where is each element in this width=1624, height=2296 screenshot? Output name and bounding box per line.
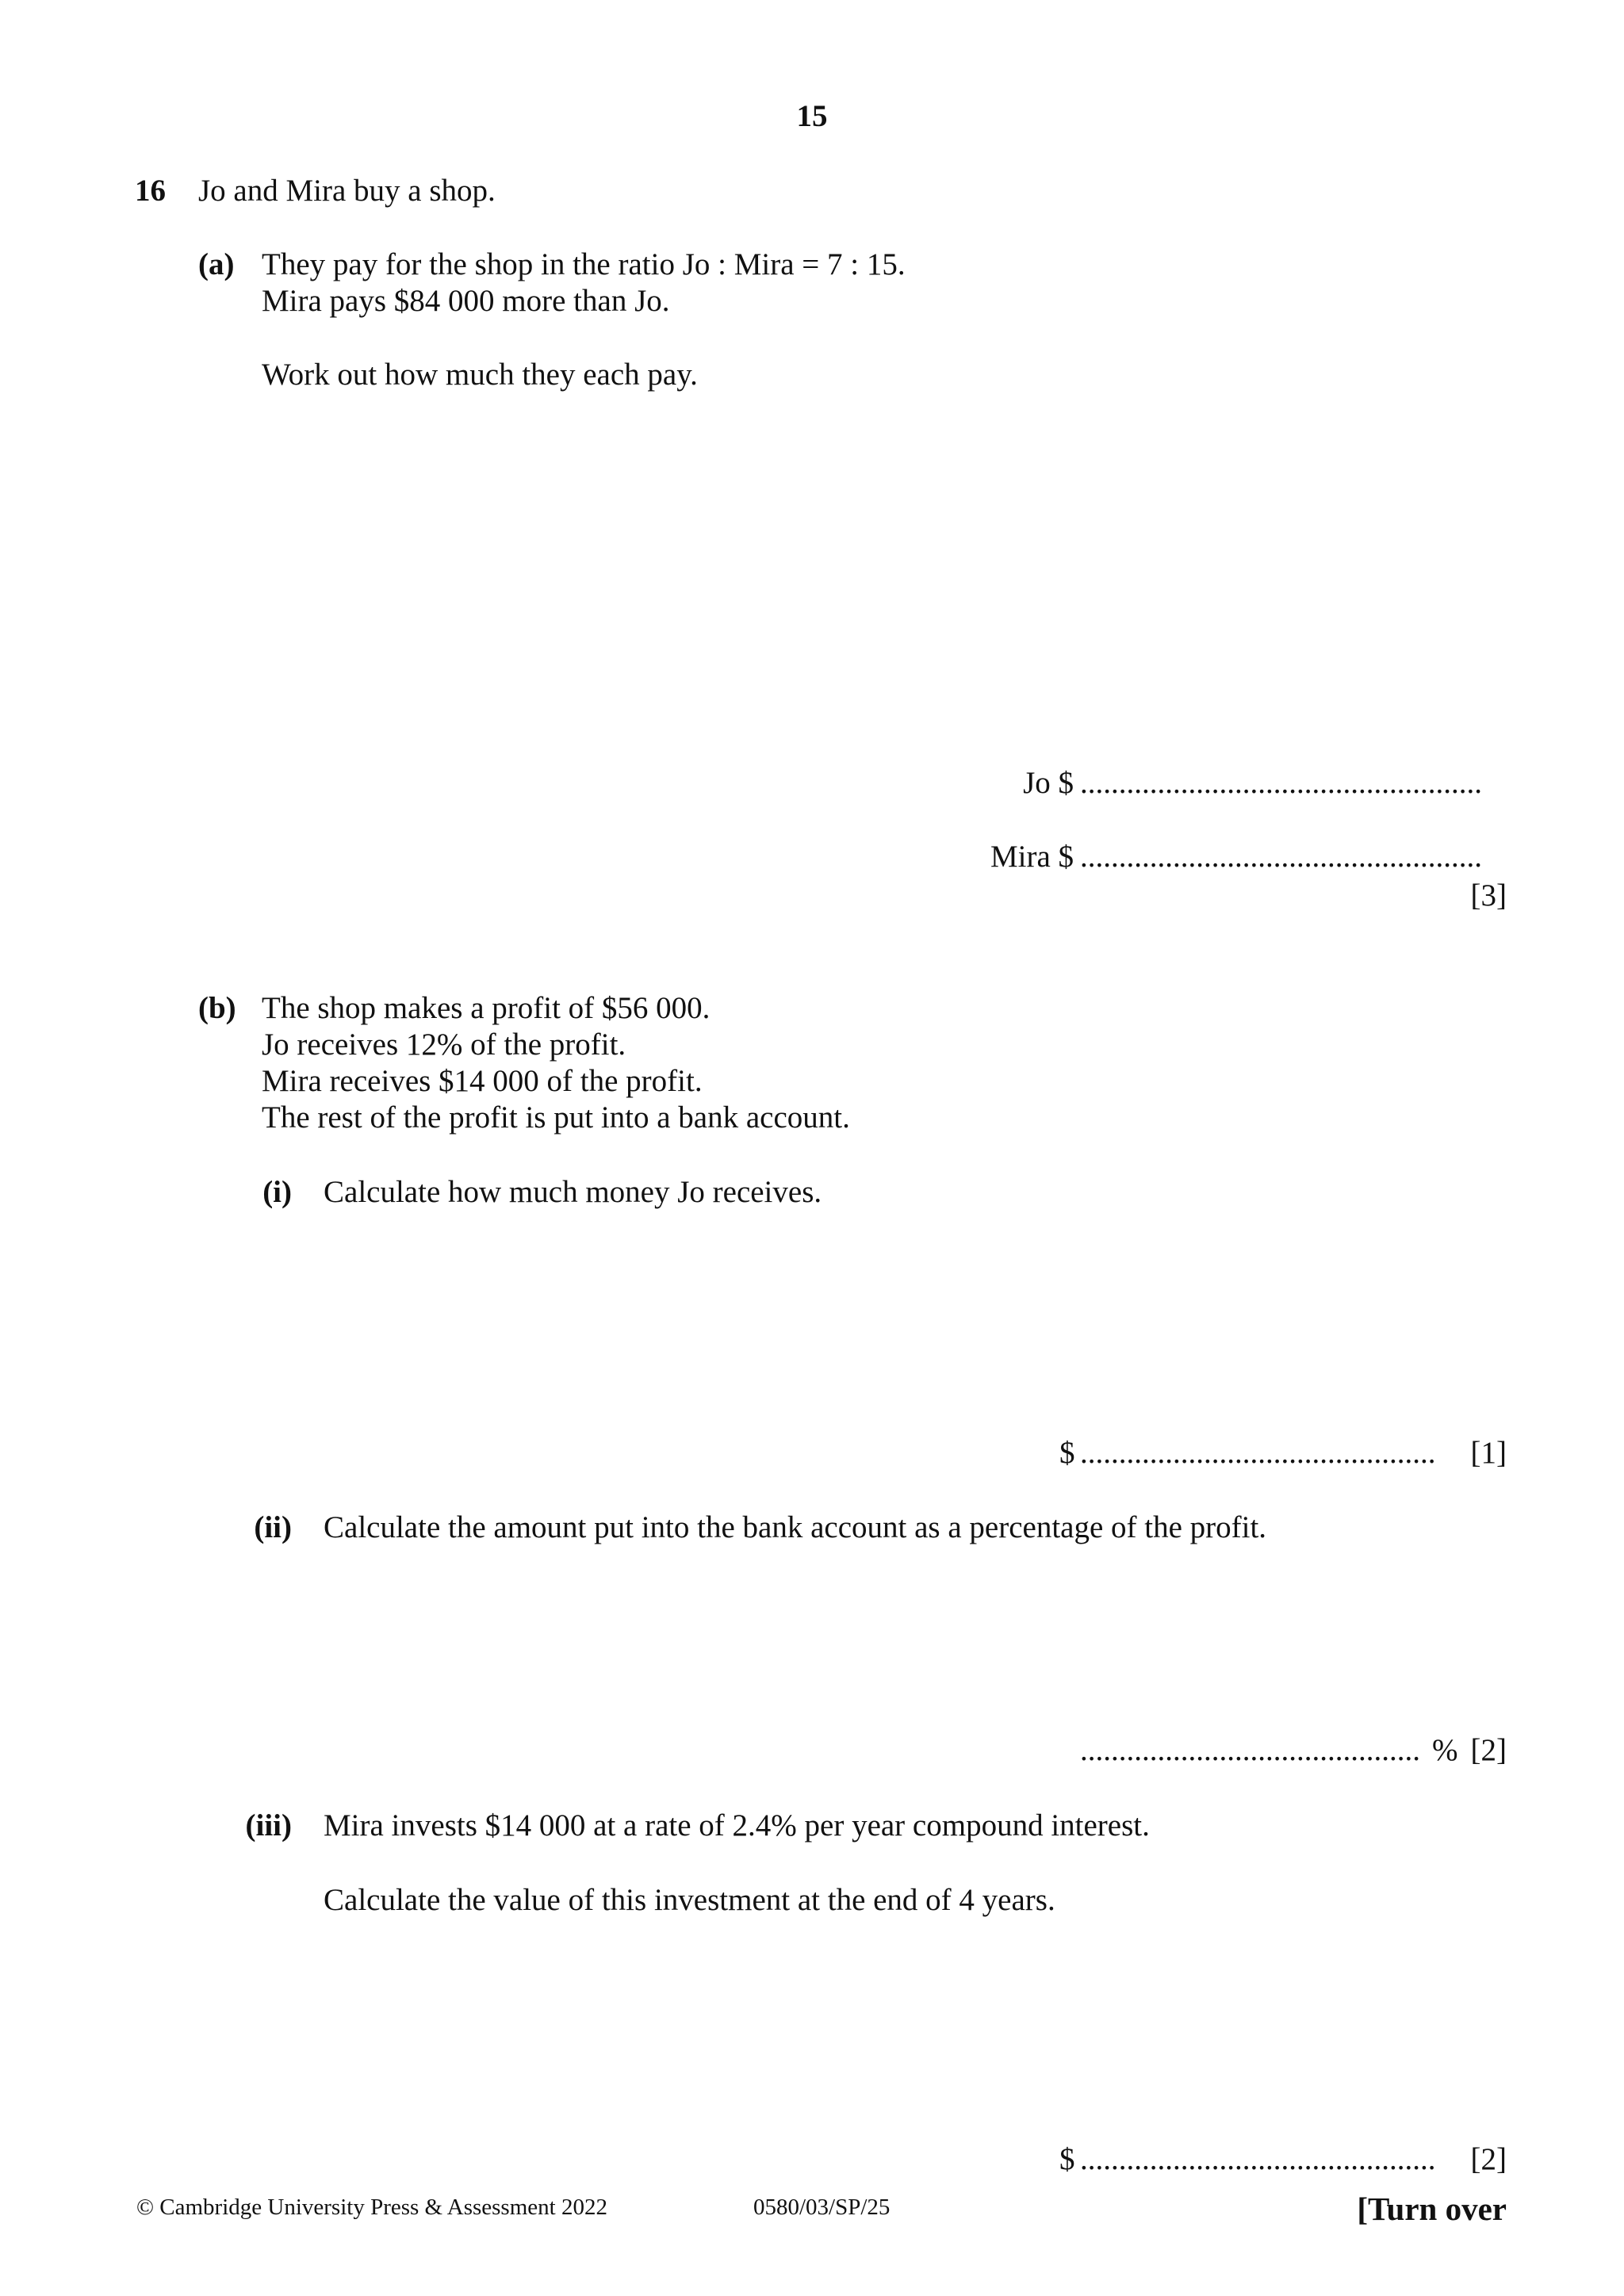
part-b-iii-label: (iii) xyxy=(245,1808,292,1843)
marks-part-b-iii: [2] xyxy=(1470,2142,1507,2176)
footer-code: 0580/03/SP/25 xyxy=(753,2195,891,2220)
marks-part-b-ii: [2] xyxy=(1470,1733,1507,1767)
part-a-instruction: Work out how much they each pay. xyxy=(262,358,698,392)
answer-line-b-ii[interactable]: ............................................ xyxy=(1080,1733,1420,1767)
answer-line-mira[interactable]: .................................................... xyxy=(1080,840,1482,874)
part-b-rest-text: The rest of the profit is put into a bank account. xyxy=(262,1100,850,1135)
part-b-label: (b) xyxy=(198,991,236,1025)
part-b-profit-text: The shop makes a profit of $56 000. xyxy=(262,991,710,1025)
answer-prefix-b-iii: $ xyxy=(1059,2142,1075,2176)
part-a-label: (a) xyxy=(198,247,235,281)
answer-line-jo[interactable]: .................................................... xyxy=(1080,766,1482,800)
answer-line-b-iii[interactable]: .............................................. xyxy=(1080,2142,1436,2176)
turn-over: [Turn over xyxy=(1357,2191,1507,2227)
answer-label-mira: Mira $ xyxy=(990,840,1074,874)
answer-prefix-b-i: $ xyxy=(1059,1436,1075,1470)
answer-line-b-i[interactable]: .............................................. xyxy=(1080,1436,1436,1470)
answer-label-jo: Jo $ xyxy=(1023,766,1074,800)
part-a-difference-text: Mira pays $84 000 more than Jo. xyxy=(262,284,670,318)
part-b-jo-text: Jo receives 12% of the profit. xyxy=(262,1027,626,1062)
part-b-ii-label: (ii) xyxy=(254,1510,292,1544)
part-b-mira-text: Mira receives $14 000 of the profit. xyxy=(262,1064,703,1098)
footer-copyright: © Cambridge University Press & Assessment 2022 xyxy=(136,2195,607,2220)
marks-part-a: [3] xyxy=(1470,878,1507,913)
question-stem: Jo and Mira buy a shop. xyxy=(198,174,496,208)
part-b-ii-text: Calculate the amount put into the bank account as a percentage of the profit. xyxy=(324,1510,1267,1544)
page-number: 15 xyxy=(796,99,828,133)
part-a-ratio-text: They pay for the shop in the ratio Jo : Mira = 7 : 15. xyxy=(262,247,906,281)
question-number: 16 xyxy=(135,174,166,208)
marks-part-b-i: [1] xyxy=(1470,1436,1507,1470)
part-b-i-label: (i) xyxy=(262,1175,292,1209)
answer-suffix-b-ii: % xyxy=(1432,1733,1458,1767)
part-b-iii-text: Mira invests $14 000 at a rate of 2.4% per year compound interest. xyxy=(324,1808,1150,1843)
part-b-iii-instruction: Calculate the value of this investment at the end of 4 years. xyxy=(324,1883,1055,1917)
part-b-i-text: Calculate how much money Jo receives. xyxy=(324,1175,822,1209)
